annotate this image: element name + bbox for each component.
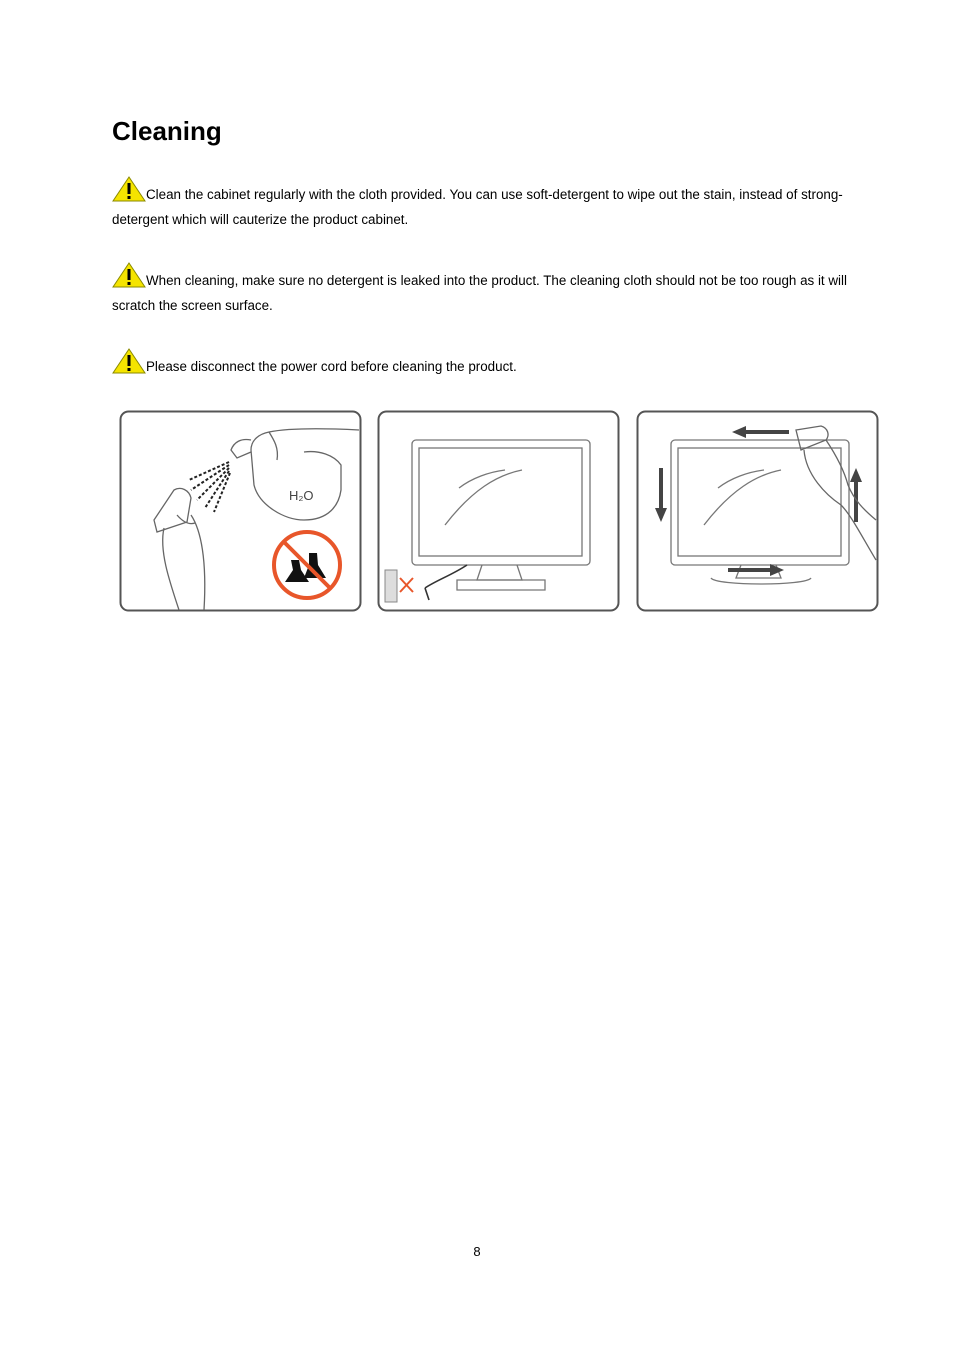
page-number: 8 [473, 1244, 481, 1259]
wall-outlet-icon [385, 570, 397, 602]
no-chemicals-icon [274, 532, 340, 598]
spray-illustration [119, 410, 362, 612]
paragraph-3 [112, 348, 852, 379]
warning-triangle-icon [112, 348, 146, 374]
paragraph-2-text: When cleaning, make sure no detergent is leaked into the product. The cleaning cloth should not be too rough as it will scratch the screen surface. [112, 273, 847, 313]
wipe-illustration [636, 410, 879, 612]
paragraph-1 [112, 176, 852, 232]
paragraph-3-text: Please disconnect the power cord before cleaning the product. [146, 359, 517, 374]
warning-triangle-icon [112, 176, 146, 202]
paragraph-2 [112, 262, 852, 318]
warning-triangle-icon [112, 262, 146, 288]
h2o-label: H₂O [289, 488, 314, 503]
paragraph-1-text: Clean the cabinet regularly with the cloth provided. You can use soft-detergent to wipe out the stain, instead of strong-detergent which will cauterize the product cabinet. [112, 187, 843, 227]
unplug-illustration [377, 410, 620, 612]
page-title: Cleaning [112, 116, 222, 146]
